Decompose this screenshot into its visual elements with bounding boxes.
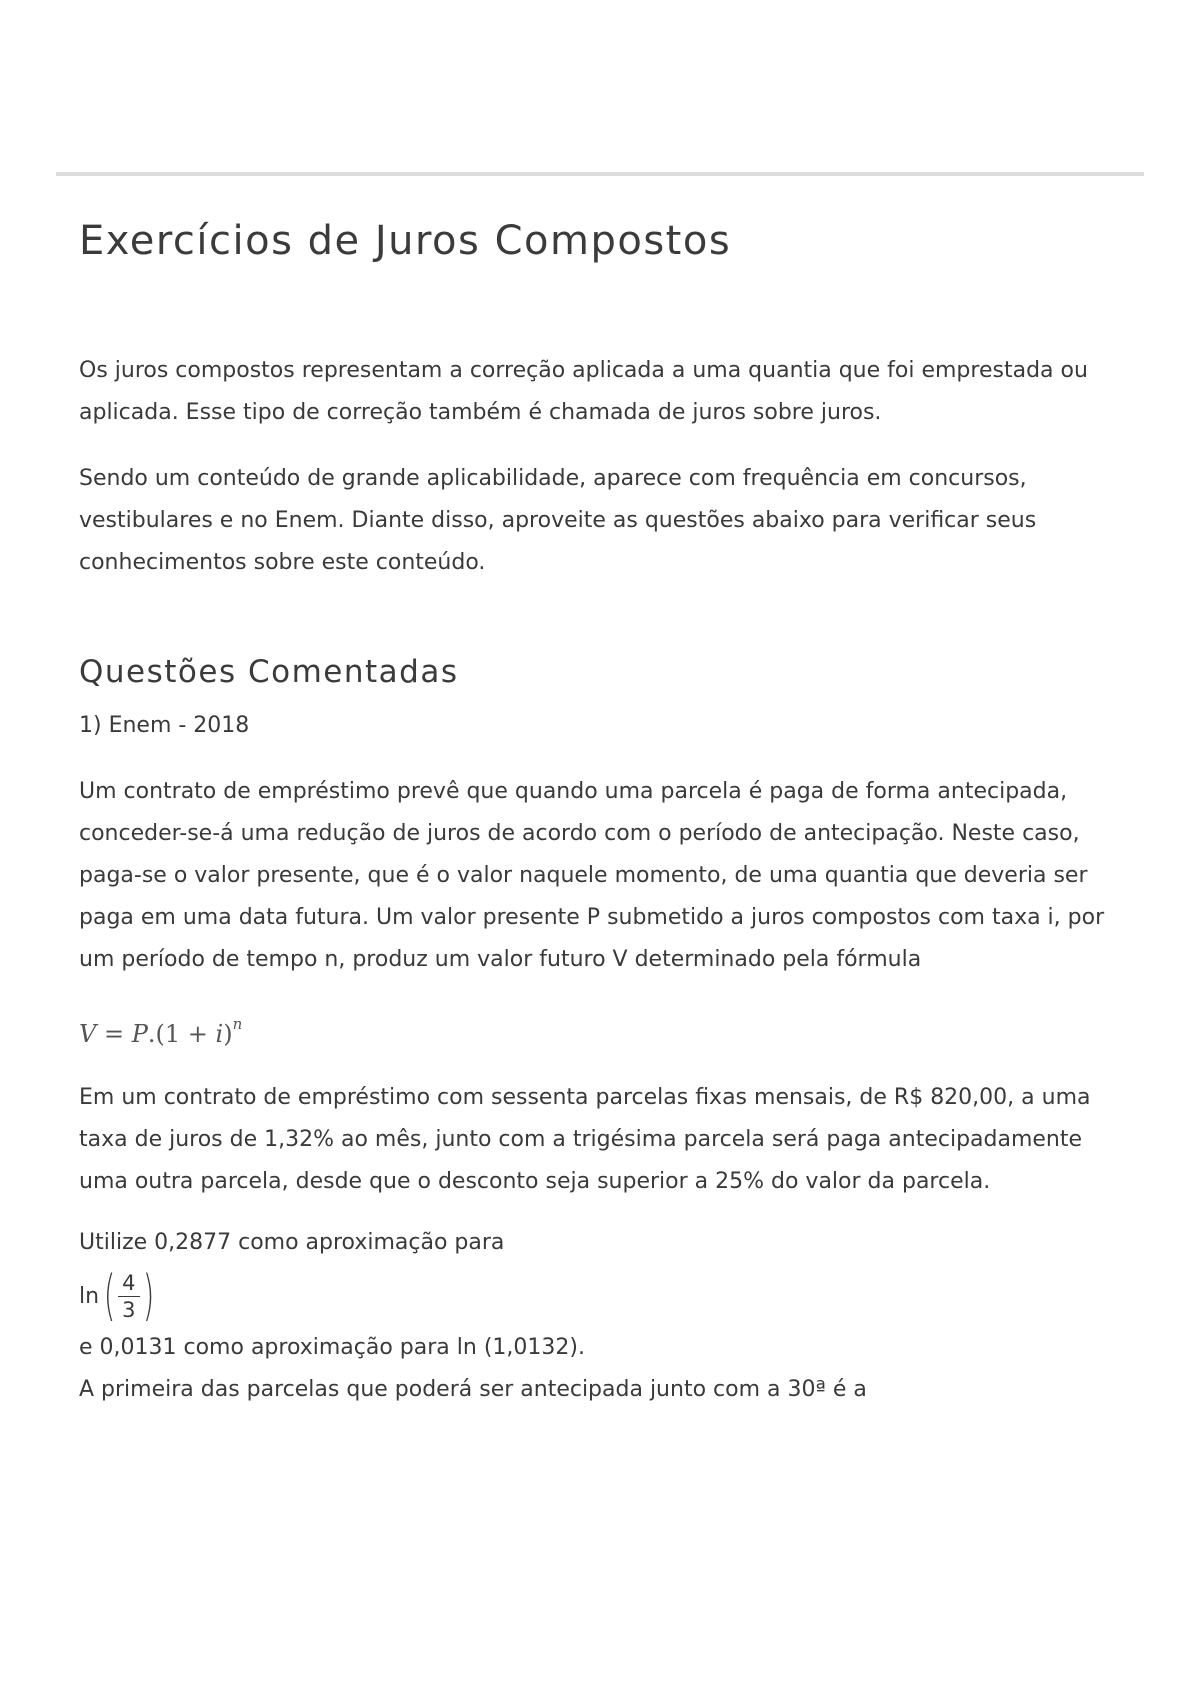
ln-fraction-expression — [79, 1264, 159, 1328]
fraction — [118, 1270, 139, 1323]
question-context: Em um contrato de empréstimo com sessenta parcelas fixas mensais, de R$ 820,00, a uma taxa de juros de 1,32% ao mês, junto com a trigésima parcela será paga antecipadamente uma outra parcela, desde que o desconto seja superior a 25% do valor da parcela. — [79, 1085, 1091, 1194]
formula-i: i — [215, 1020, 224, 1048]
formula-exponent: n — [232, 1015, 243, 1033]
fraction-denominator: 3 — [122, 1297, 136, 1322]
intro-paragraph-2: Sendo um conteúdo de grande aplicabilidade, aparece com frequência em concursos, vestibulares e no Enem. Diante disso, aproveite as questões abaixo para verificar seus conhecimentos sobre este conteúdo. — [79, 466, 1037, 575]
top-divider — [56, 172, 1144, 176]
left-paren: ( — [103, 1264, 116, 1327]
question-label: 1) Enem - 2018 — [79, 713, 250, 738]
hint-line-1: Utilize 0,2877 como aproximação para — [79, 1230, 505, 1255]
formula-close: ) — [223, 1020, 233, 1048]
compound-interest-formula — [79, 1010, 242, 1052]
right-paren: ) — [142, 1264, 154, 1327]
ln-function: ln — [79, 1283, 100, 1309]
section-title: Questões Comentadas — [79, 654, 459, 690]
question-prompt: A primeira das parcelas que poderá ser antecipada junto com a 30ª é a — [79, 1377, 867, 1402]
formula-p: P — [131, 1020, 148, 1048]
fraction-numerator: 4 — [118, 1270, 139, 1297]
hint-line-2: e 0,0131 como aproximação para ln (1,0132). — [79, 1335, 585, 1360]
page-title: Exercícios de Juros Compostos — [79, 218, 732, 264]
formula-dot: .(1 + — [147, 1020, 216, 1048]
formula-equals: = — [96, 1020, 132, 1048]
question-statement: Um contrato de empréstimo prevê que quando uma parcela é paga de forma antecipada, conceder-se-á uma redução de juros de acordo com o período de antecipação. Neste caso, paga-se o valor presente, que é o valor naquele momento, de uma quantia que deveria ser paga em uma data futura. Um valor presente P submetido a juros compostos com taxa i, por um período de tempo n, produz um valor futuro V determinado pela fórmula — [79, 779, 1105, 972]
intro-paragraph-1: Os juros compostos representam a correção aplicada a uma quantia que foi emprestada ou aplicada. Esse tipo de correção também é chamada de juros sobre juros. — [79, 358, 1088, 425]
formula-v: V — [79, 1020, 97, 1048]
